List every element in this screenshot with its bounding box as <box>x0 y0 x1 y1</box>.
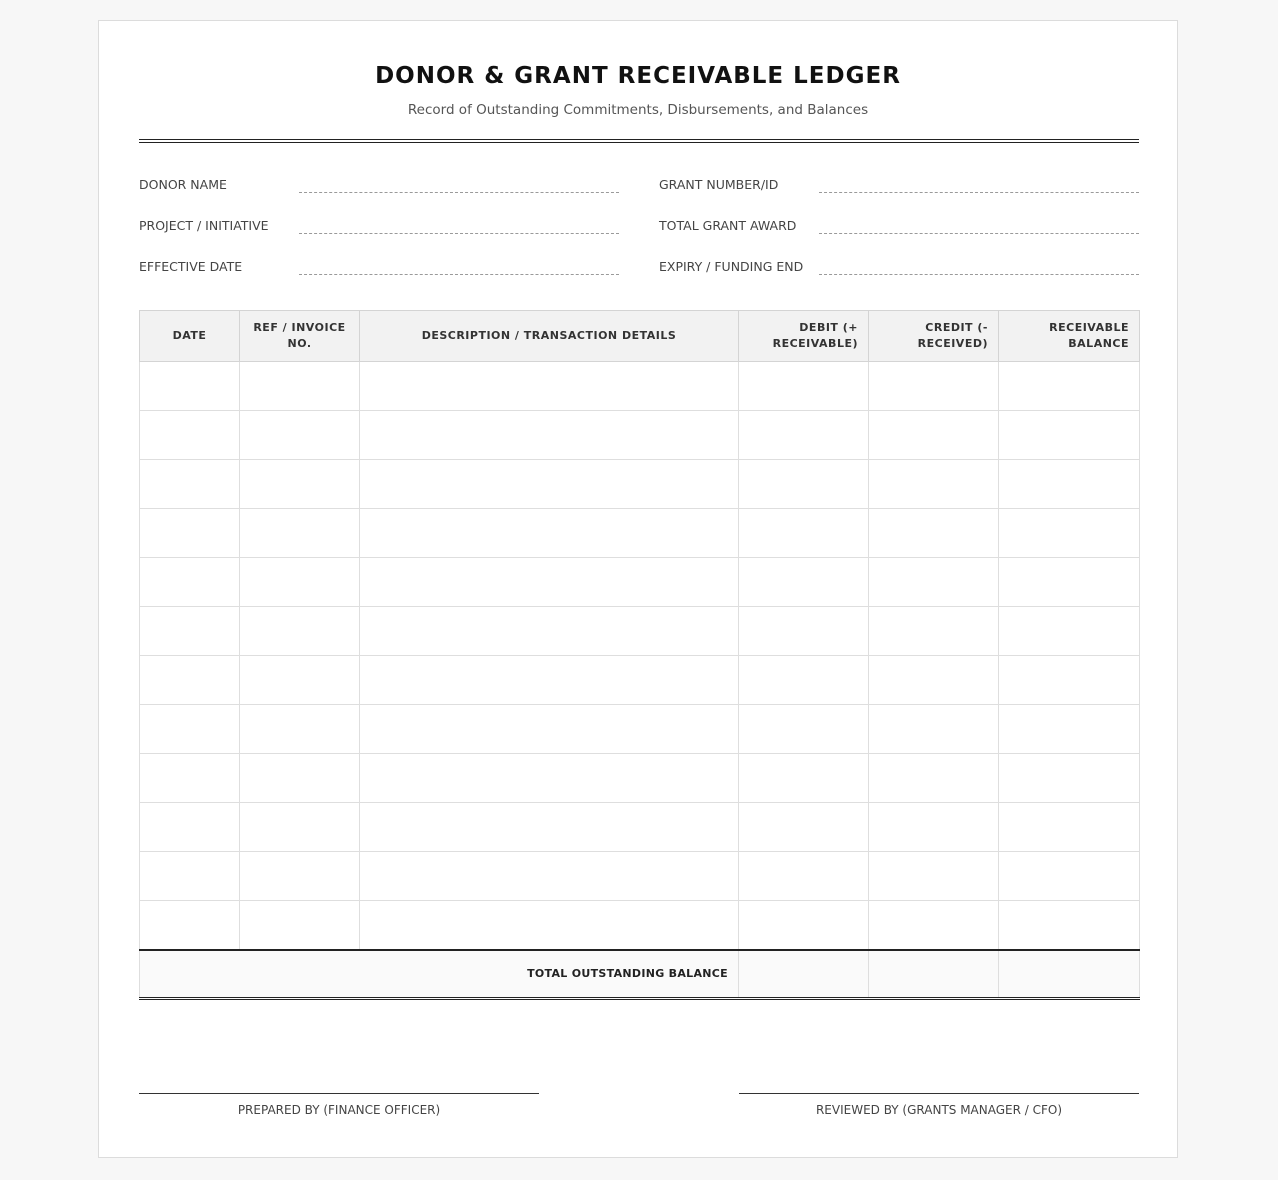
credit-cell[interactable] <box>869 705 999 754</box>
table-row <box>140 754 1140 803</box>
total-credit-cell[interactable] <box>869 950 999 999</box>
credit-cell[interactable] <box>869 558 999 607</box>
table-row <box>140 803 1140 852</box>
total-balance-cell[interactable] <box>999 950 1140 999</box>
col-header-date: DATE <box>140 311 240 362</box>
description-cell[interactable] <box>360 852 739 901</box>
date-cell[interactable] <box>140 705 240 754</box>
prepared-by-signature[interactable] <box>139 1093 539 1117</box>
date-cell[interactable] <box>140 607 240 656</box>
debit-cell[interactable] <box>739 901 869 950</box>
total-debit-cell[interactable] <box>739 950 869 999</box>
col-header-credit: CREDIT (- RECEIVED) <box>869 311 999 362</box>
date-cell[interactable] <box>140 852 240 901</box>
table-row <box>140 607 1140 656</box>
credit-cell[interactable] <box>869 509 999 558</box>
ref-cell[interactable] <box>240 509 360 558</box>
total-award-input[interactable] <box>819 233 1139 234</box>
credit-cell[interactable] <box>869 460 999 509</box>
ref-cell[interactable] <box>240 803 360 852</box>
debit-cell[interactable] <box>739 607 869 656</box>
balance-cell[interactable] <box>999 754 1140 803</box>
expiry-label: EXPIRY / FUNDING END <box>659 259 804 274</box>
description-cell[interactable] <box>360 656 739 705</box>
ref-cell[interactable] <box>240 362 360 411</box>
balance-cell[interactable] <box>999 460 1140 509</box>
project-label: PROJECT / INITIATIVE <box>139 218 269 233</box>
ledger-body <box>140 362 1140 950</box>
col-header-balance: RECEIVABLE BALANCE <box>999 311 1140 362</box>
ref-cell[interactable] <box>240 607 360 656</box>
table-row <box>140 656 1140 705</box>
ref-cell[interactable] <box>240 705 360 754</box>
debit-cell[interactable] <box>739 803 869 852</box>
grant-number-label: GRANT NUMBER/ID <box>659 177 779 192</box>
balance-cell[interactable] <box>999 901 1140 950</box>
col-header-debit: DEBIT (+ RECEIVABLE) <box>739 311 869 362</box>
date-cell[interactable] <box>140 362 240 411</box>
table-row <box>140 705 1140 754</box>
ref-cell[interactable] <box>240 656 360 705</box>
debit-cell[interactable] <box>739 460 869 509</box>
debit-cell[interactable] <box>739 852 869 901</box>
debit-cell[interactable] <box>739 656 869 705</box>
credit-cell[interactable] <box>869 852 999 901</box>
credit-cell[interactable] <box>869 754 999 803</box>
ref-cell[interactable] <box>240 901 360 950</box>
balance-cell[interactable] <box>999 411 1140 460</box>
debit-cell[interactable] <box>739 362 869 411</box>
credit-cell[interactable] <box>869 411 999 460</box>
total-row <box>140 950 1140 999</box>
balance-cell[interactable] <box>999 607 1140 656</box>
expiry-input[interactable] <box>819 274 1139 275</box>
table-row <box>140 901 1140 950</box>
date-cell[interactable] <box>140 460 240 509</box>
table-row <box>140 362 1140 411</box>
donor-name-label: DONOR NAME <box>139 177 227 192</box>
credit-cell[interactable] <box>869 362 999 411</box>
date-cell[interactable] <box>140 411 240 460</box>
project-input[interactable] <box>299 233 619 234</box>
date-cell[interactable] <box>140 901 240 950</box>
ledger-sheet <box>98 20 1178 1158</box>
reviewed-by-label: REVIEWED BY (GRANTS MANAGER / CFO) <box>815 1103 1063 1117</box>
total-award-label: TOTAL GRANT AWARD <box>659 218 797 233</box>
date-cell[interactable] <box>140 754 240 803</box>
credit-cell[interactable] <box>869 803 999 852</box>
col-header-description: DESCRIPTION / TRANSACTION DETAILS <box>360 311 739 362</box>
description-cell[interactable] <box>360 509 739 558</box>
col-header-ref: REF / INVOICE NO. <box>240 311 360 362</box>
header-divider <box>139 139 1139 143</box>
credit-cell[interactable] <box>869 607 999 656</box>
date-cell[interactable] <box>140 656 240 705</box>
table-row <box>140 509 1140 558</box>
page-subtitle: Record of Outstanding Commitments, Disbursements, and Balances <box>407 102 869 118</box>
total-label: TOTAL OUTSTANDING BALANCE <box>140 950 739 999</box>
reviewed-by-signature[interactable] <box>739 1093 1139 1117</box>
description-cell[interactable] <box>360 362 739 411</box>
effective-date-input[interactable] <box>299 274 619 275</box>
table-row <box>140 411 1140 460</box>
table-row <box>140 852 1140 901</box>
date-cell[interactable] <box>140 803 240 852</box>
credit-cell[interactable] <box>869 656 999 705</box>
ref-cell[interactable] <box>240 411 360 460</box>
date-cell[interactable] <box>140 558 240 607</box>
balance-cell[interactable] <box>999 656 1140 705</box>
prepared-by-label: PREPARED BY (FINANCE OFFICER) <box>237 1103 441 1117</box>
donor-name-input[interactable] <box>299 192 619 193</box>
ref-cell[interactable] <box>240 852 360 901</box>
description-cell[interactable] <box>360 754 739 803</box>
balance-cell[interactable] <box>999 509 1140 558</box>
effective-date-label: EFFECTIVE DATE <box>139 259 243 274</box>
debit-cell[interactable] <box>739 509 869 558</box>
balance-cell[interactable] <box>999 558 1140 607</box>
credit-cell[interactable] <box>869 901 999 950</box>
page-title: DONOR & GRANT RECEIVABLE LEDGER <box>375 63 901 89</box>
description-cell[interactable] <box>360 558 739 607</box>
table-row <box>140 558 1140 607</box>
description-cell[interactable] <box>360 607 739 656</box>
table-row <box>140 460 1140 509</box>
balance-cell[interactable] <box>999 362 1140 411</box>
balance-cell[interactable] <box>999 852 1140 901</box>
debit-cell[interactable] <box>739 754 869 803</box>
description-cell[interactable] <box>360 803 739 852</box>
debit-cell[interactable] <box>739 558 869 607</box>
table-header-row <box>140 311 1140 362</box>
description-cell[interactable] <box>360 705 739 754</box>
debit-cell[interactable] <box>739 705 869 754</box>
description-cell[interactable] <box>360 460 739 509</box>
description-cell[interactable] <box>360 411 739 460</box>
ref-cell[interactable] <box>240 460 360 509</box>
date-cell[interactable] <box>140 509 240 558</box>
balance-cell[interactable] <box>999 803 1140 852</box>
ledger-table <box>139 310 1140 1000</box>
ref-cell[interactable] <box>240 558 360 607</box>
ref-cell[interactable] <box>240 754 360 803</box>
description-cell[interactable] <box>360 901 739 950</box>
balance-cell[interactable] <box>999 705 1140 754</box>
debit-cell[interactable] <box>739 411 869 460</box>
grant-number-input[interactable] <box>819 192 1139 193</box>
